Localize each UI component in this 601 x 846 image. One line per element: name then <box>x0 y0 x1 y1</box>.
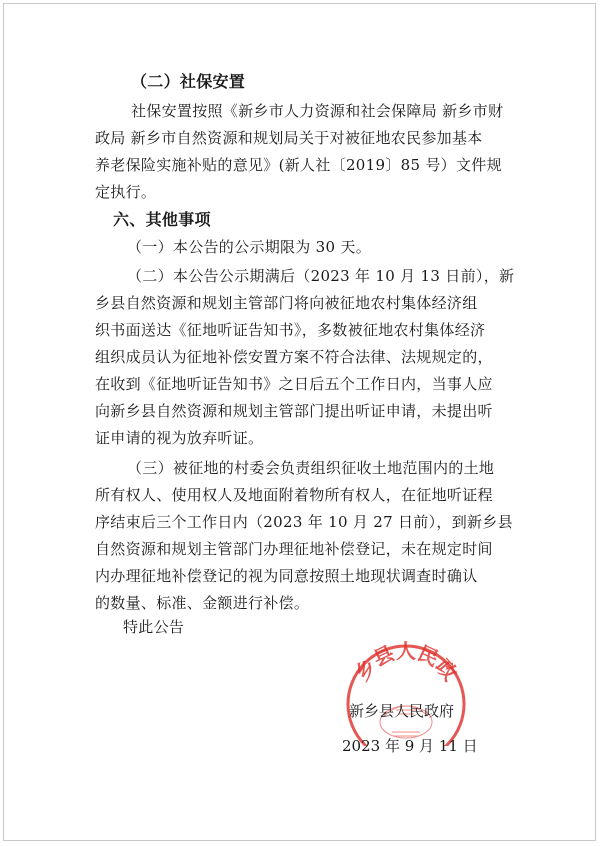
paragraph-line: 内办理征地补偿登记的视为同意按照土地现状调查时确认 <box>95 567 478 585</box>
paragraph-line: 社保安置按照《新乡市人力资源和社会保障局 新乡市财 <box>131 102 504 120</box>
paragraph-line: 织书面送达《征地听证告知书》，多数被征地农村集体经济 <box>95 321 486 339</box>
paragraph-line: 证申请的视为放弃听证。 <box>95 429 264 447</box>
section-heading-other-matters: 六、其他事项 <box>113 210 211 229</box>
paragraph-line: （三）被征地的村委会负责组织征收土地范围内的土地 <box>127 459 495 477</box>
paragraph-line: 自然资源和规划主管部门办理征地补偿登记，未在规定时间 <box>95 540 493 558</box>
paragraph-line: 在收到《征地听证告知书》之日后五个工作日内，当事人应 <box>95 375 493 393</box>
issue-date: 2023 年 9 月 11 日 <box>342 737 478 755</box>
paragraph-line: 的数量、标准、金额进行补偿。 <box>95 594 310 612</box>
svg-text:乡县人民政 <box>350 639 462 685</box>
paragraph-line: 养老保险实施补贴的意见》(新人社〔2019〕85 号）文件规 <box>95 156 502 174</box>
paragraph-line: 定执行。 <box>95 183 157 201</box>
paragraph-line: 向新乡县自然资源和规划主管部门提出听证申请，未提出听 <box>95 402 493 420</box>
paragraph-line: （一）本公告的公示期限为 30 天。 <box>127 238 372 256</box>
paragraph-line: 组织成员认为征地补偿安置方案不符合法律、法规规定的， <box>95 348 493 366</box>
closing-text: 特此公告 <box>123 618 185 636</box>
paragraph-line: 乡县自然资源和规划主管部门将向被征地农村集体经济组 <box>95 294 478 312</box>
issuer-name: 新乡县人民政府 <box>349 702 455 720</box>
paragraph-line: 政局 新乡市自然资源和规划局关于对被征地农民参加基本 <box>95 129 483 147</box>
section-heading-social-security: （二）社保安置 <box>131 72 246 91</box>
paragraph-line: 序结束后三个工作日内（2023 年 10 月 27 日前），到新乡县 <box>95 513 513 531</box>
paragraph-line: 所有权人、使用权人及地面附着物所有权人，在征地听证程 <box>95 486 493 504</box>
paragraph-line: （二）本公告公示期满后（2023 年 10 月 13 日前），新 <box>127 267 515 285</box>
official-seal-icon <box>336 636 476 746</box>
seal-text: 乡县人民政 <box>349 639 463 686</box>
